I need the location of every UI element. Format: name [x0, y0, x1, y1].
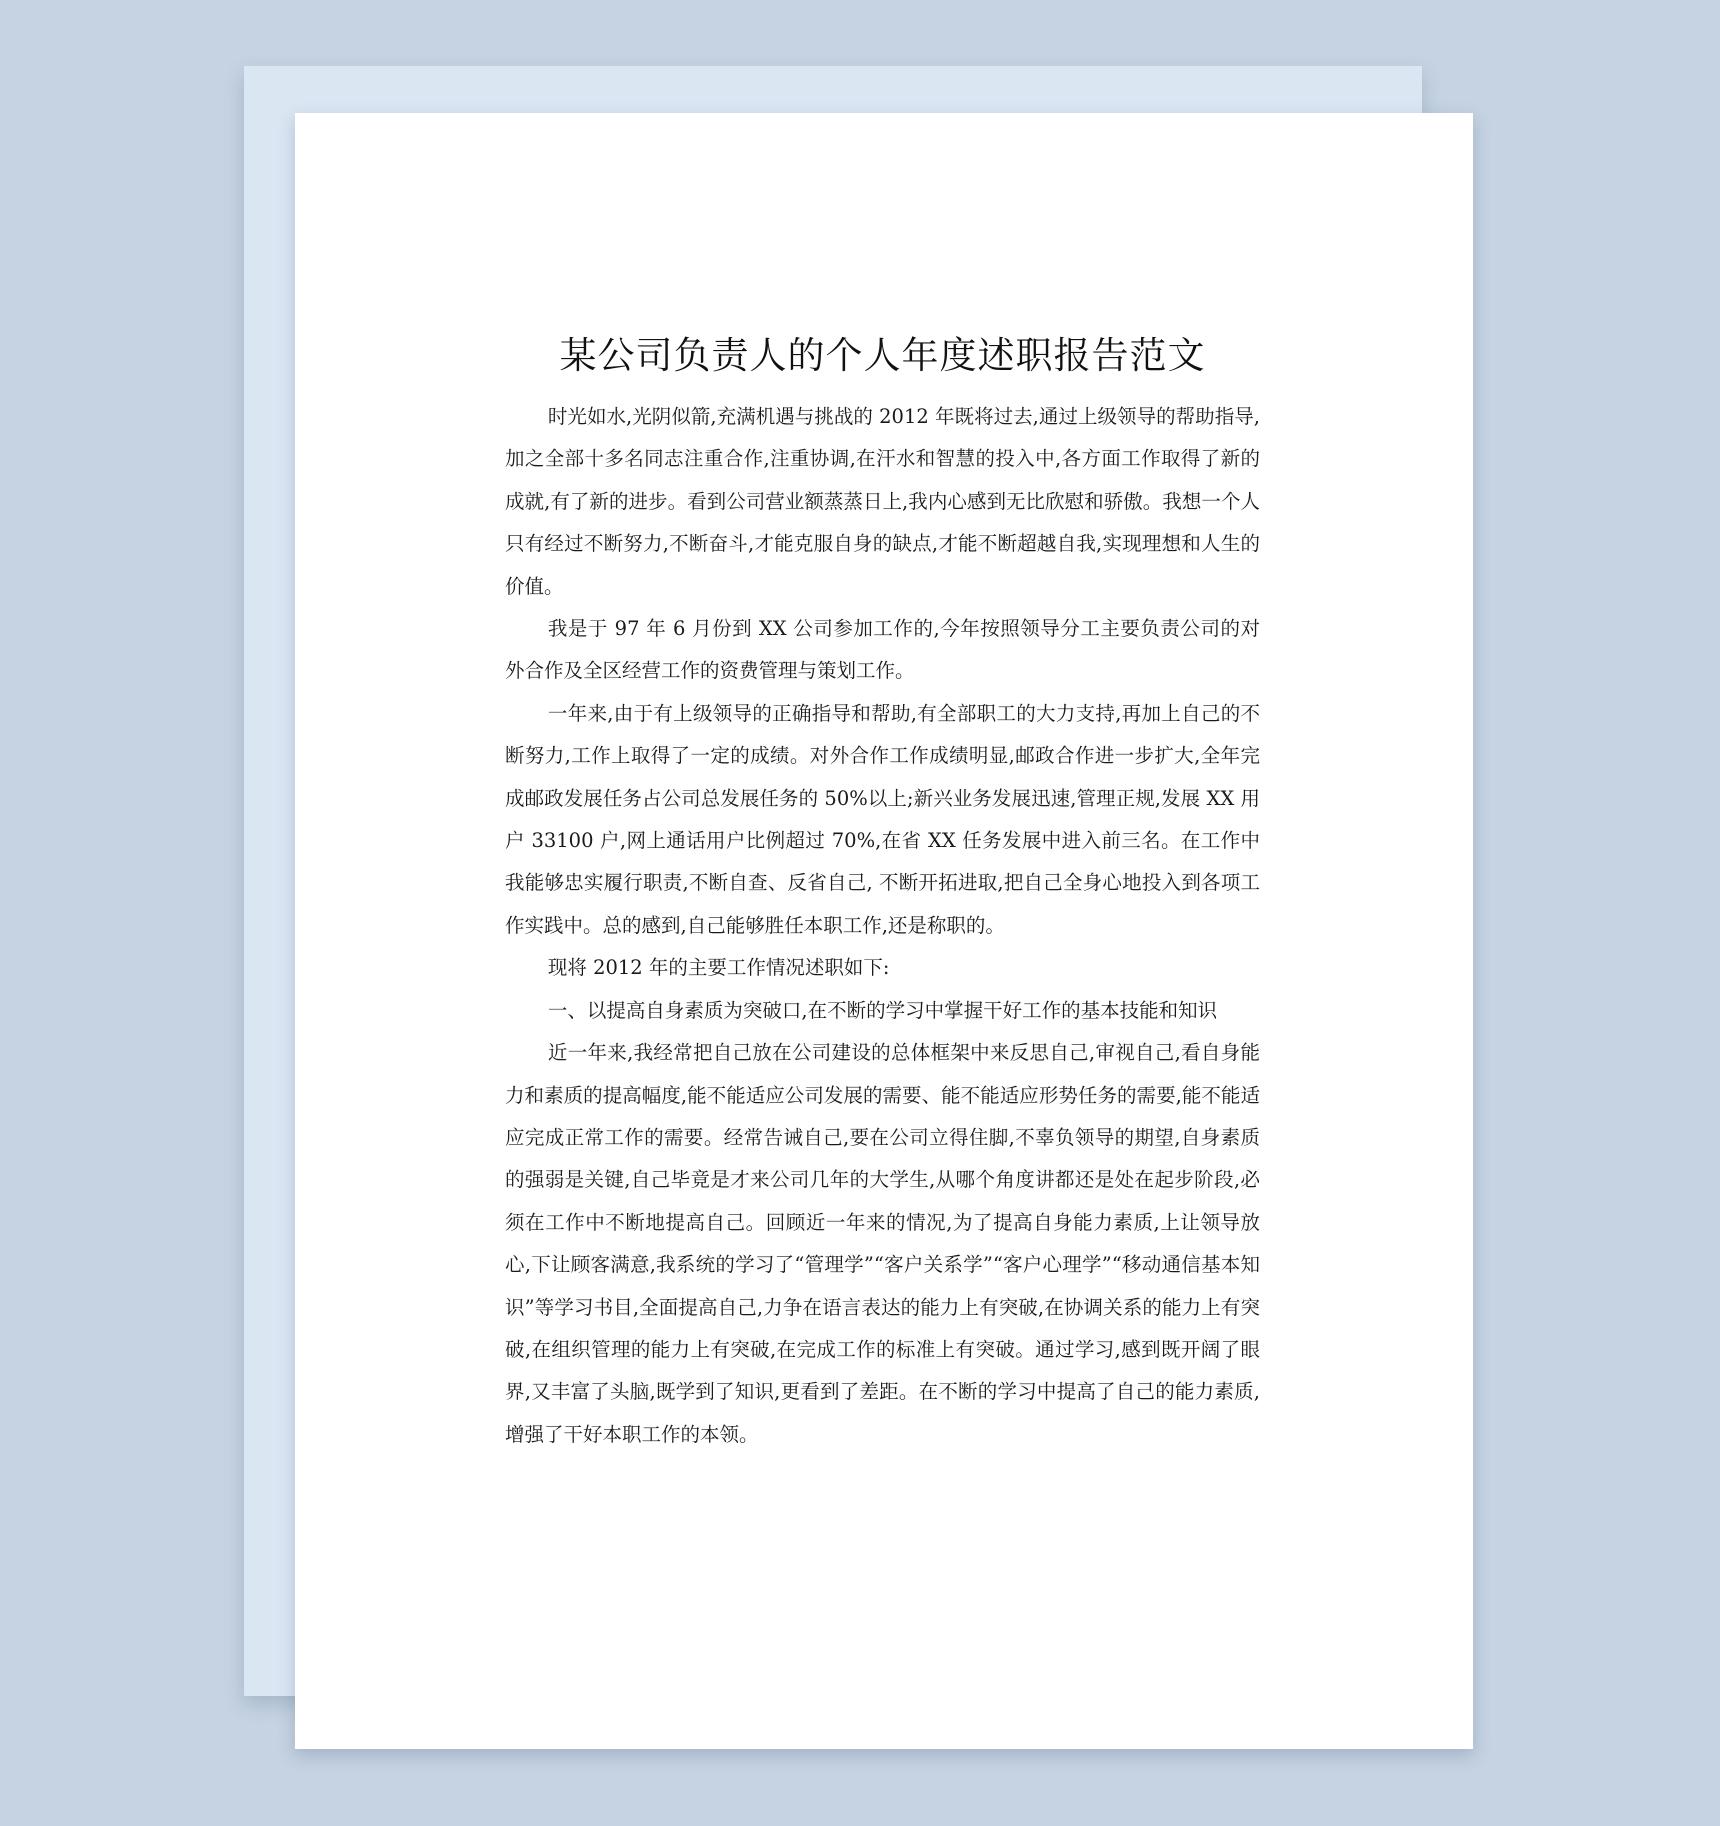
document-body: [505, 328, 1260, 1456]
document-title: 某公司负责人的个人年度述职报告范文: [559, 334, 1206, 377]
paragraph-self-improvement: 近一年来,我经常把自己放在公司建设的总体框架中来反思自己,审视自己,看自身能力和素质的提高幅度,能不能适应公司发展的需要、能不能适应形势任务的需要,能不能适应完成正常工作的需要。经常告诫自己,要在公司立得住脚,不辜负领导的期望,自身素质的强弱是关键,自己毕竟是才来公司几年的大学生,从哪个角度讲都还是处在起步阶段,必须在工作中不断地提高自己。回顾近一年来的情况,为了提高自身能力素质,上让领导放心,下让顾客满意,我系统的学习了“管理学”“客户关系学”“客户心理学”“移动通信基本知识”等学习书目,全面提高自己,力争在语言表达的能力上有突破,在协调关系的能力上有突破,在组织管理的能力上有突破,在完成工作的标准上有突破。通过学习,感到既开阔了眼界,又丰富了头脑,既学到了知识,更看到了差距。在不断的学习中提高了自己的能力素质,增强了干好本职工作的本领。: [505, 1041, 1260, 1446]
paragraph-intro: 时光如水,光阴似箭,充满机遇与挑战的 2012 年既将过去,通过上级领导的帮助指导,加之全部十多名同志注重合作,注重协调,在汗水和智慧的投入中,各方面工作取得了新的成就,有了新的进步。看到公司营业额蒸蒸日上,我内心感到无比欣慰和骄傲。我想一个人只有经过不断努力,不断奋斗,才能克服自身的缺点,才能不断超越自我,实现理想和人生的价值。: [505, 405, 1260, 598]
paragraph-achievements: 一年来,由于有上级领导的正确指导和帮助,有全部职工的大力支持,再加上自己的不断努力,工作上取得了一定的成绩。对外合作工作成绩明显,邮政合作进一步扩大,全年完成邮政发展任务占公司总发展任务的 50%以上;新兴业务发展迅速,管理正规,发展 XX 用户 33100 户,网上通话用户比例超过 70%,在省 XX 任务发展中进入前三名。在工作中我能够忠实履行职责,不断自查、反省自己, 不断开拓进取,把自己全身心地投入到各项工作实践中。总的感到,自己能够胜任本职工作,还是称职的。: [505, 701, 1260, 937]
section-heading-1: 一、以提高自身素质为突破口,在不断的学习中掌握干好工作的基本技能和知识: [547, 998, 1218, 1022]
paragraph-summary-intro: 现将 2012 年的主要工作情况述职如下:: [547, 956, 890, 980]
document-page: [295, 113, 1473, 1749]
paragraph-background: 我是于 97 年 6 月份到 XX 公司参加工作的,今年按照领导分工主要负责公司的对外合作及全区经营工作的资费管理与策划工作。: [505, 617, 1260, 683]
